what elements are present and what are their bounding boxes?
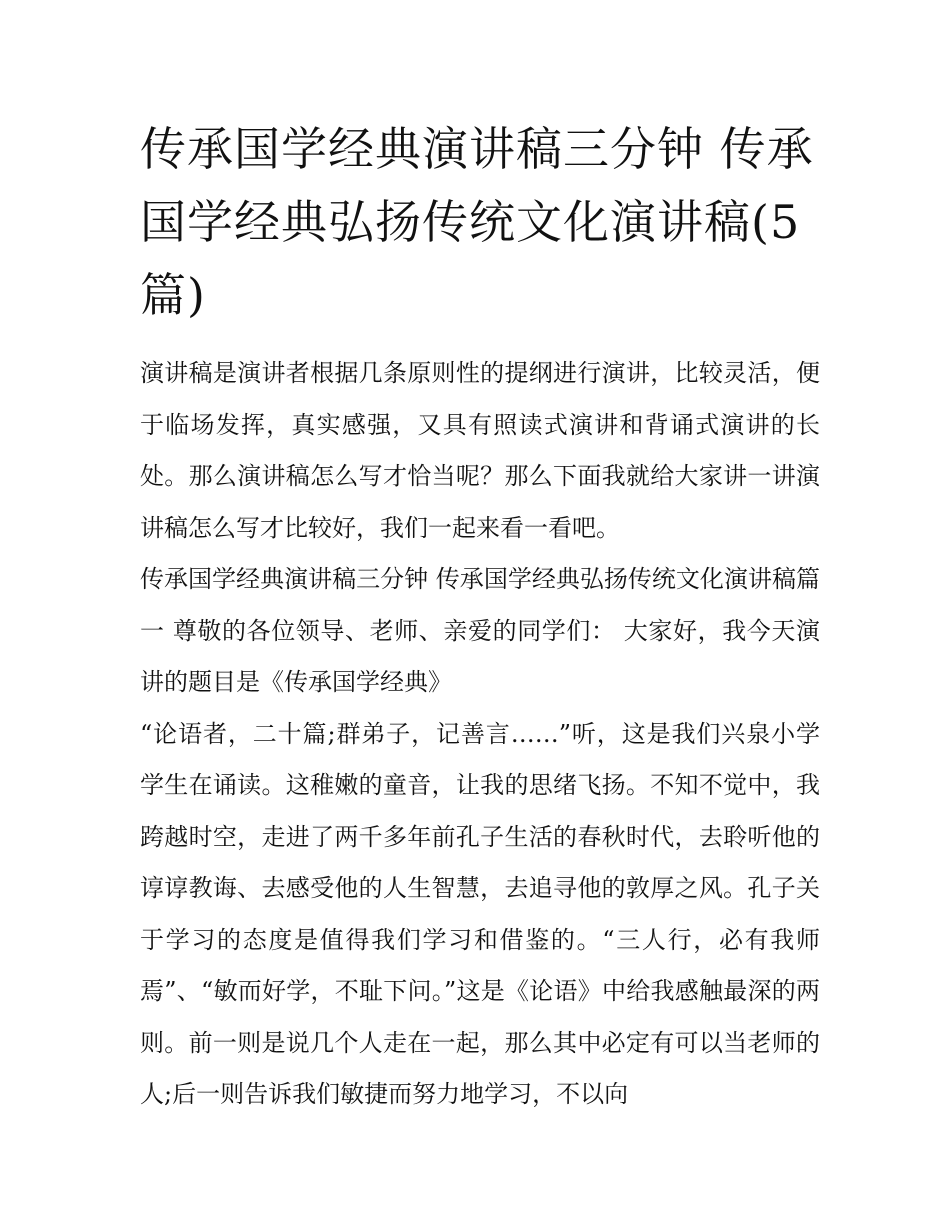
intro-paragraph: 演讲稿是演讲者根据几条原则性的提纲进行演讲，比较灵活，便于临场发挥，真实感强，又具有照读式演讲和背诵式演讲的长处。那么演讲稿怎么写才恰当呢？那么下面我就给大家讲一讲演讲稿怎么写才比较好，我们一起来看一看吧。 <box>140 359 820 542</box>
speech-heading-paragraph: 传承国学经典演讲稿三分钟 传承国学经典弘扬传统文化演讲稿篇一 尊敬的各位领导、老师、亲爱的同学们： 大家好，我今天演讲的题目是《传承国学经典》 <box>140 565 820 696</box>
document-title: 传承国学经典演讲稿三分钟 传承国学经典弘扬传统文化演讲稿(5篇) <box>140 122 814 322</box>
document-body <box>140 348 820 1121</box>
speech-body-paragraph: “论语者，二十篇;群弟子，记善言……”听，这是我们兴泉小学学生在诵读。这稚嫩的童音，让我的思绪飞扬。不知不觉中，我跨越时空，走进了两千多年前孔子生活的春秋时代，去聆听他的谆谆教诲、去感受他的人生智慧，去追寻他的敦厚之风。孔子关于学习的态度是值得我们学习和借鉴的。“三人行，必有我师焉”、“敏而好学，不耻下问。”这是《论语》中给我感触最深的两则。前一则是说几个人走在一起，那么其中必定有可以当老师的人;后一则告诉我们敏捷而努力地学习，不以向 <box>140 719 820 1108</box>
document-content <box>140 113 820 1121</box>
